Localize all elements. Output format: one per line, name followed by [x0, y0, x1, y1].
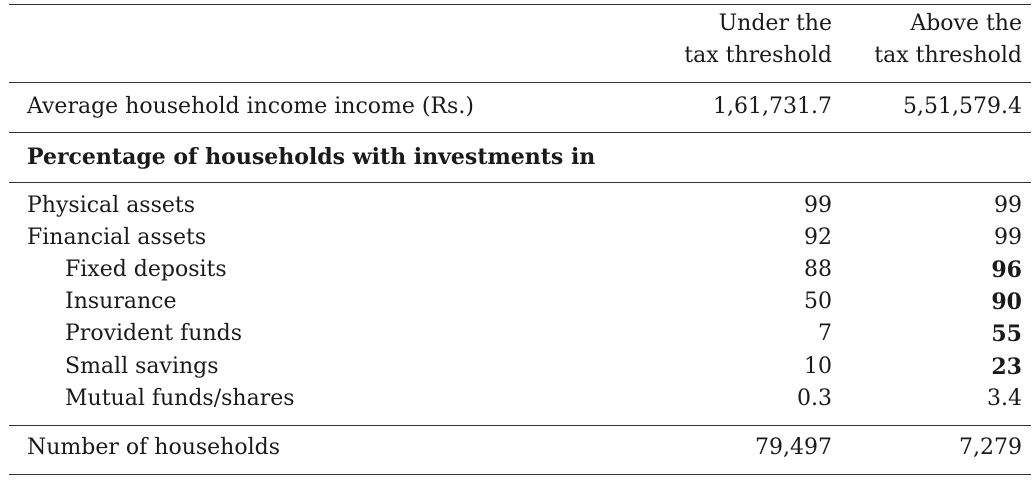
- income-above-value: 5,51,579.4: [903, 94, 1022, 119]
- row-insurance-above: 90: [991, 289, 1022, 315]
- row-insurance-under: 50: [804, 289, 832, 314]
- header-above-line1: Above the: [910, 11, 1022, 36]
- row-fixed-deposits-under: 88: [804, 257, 832, 282]
- income-rule: [9, 132, 1031, 133]
- households-under-value: 79,497: [755, 435, 832, 460]
- top-rule: [9, 4, 1031, 5]
- header-under-line2: tax threshold: [684, 43, 832, 68]
- income-under-value: 1,61,731.7: [713, 94, 832, 119]
- row-fixed-deposits-label: Fixed deposits: [65, 257, 227, 282]
- header-rule: [9, 82, 1031, 83]
- row-mutual-funds-label: Mutual funds/shares: [65, 386, 295, 411]
- bottom-rule: [9, 474, 1031, 475]
- row-small-savings-under: 10: [804, 354, 832, 379]
- income-row-label: Average household income income (Rs.): [27, 94, 474, 119]
- households-row-label: Number of households: [27, 435, 280, 460]
- households-above-value: 7,279: [959, 435, 1022, 460]
- row-financial-assets-under: 92: [804, 225, 832, 250]
- section-rule: [9, 182, 1031, 183]
- row-physical-assets-above: 99: [994, 193, 1022, 218]
- row-financial-assets-label: Financial assets: [27, 225, 207, 250]
- header-under-threshold: [684, 8, 832, 72]
- header-above-threshold: [874, 8, 1022, 72]
- header-above-line2: tax threshold: [874, 43, 1022, 68]
- row-small-savings-label: Small savings: [65, 354, 219, 379]
- section-title: Percentage of households with investments in: [27, 144, 596, 170]
- row-small-savings-above: 23: [991, 354, 1022, 380]
- row-physical-assets-under: 99: [804, 193, 832, 218]
- row-provident-funds-label: Provident funds: [65, 321, 242, 346]
- row-financial-assets-above: 99: [994, 225, 1022, 250]
- row-mutual-funds-under: 0.3: [797, 386, 832, 411]
- row-mutual-funds-above: 3.4: [987, 386, 1022, 411]
- households-rule: [9, 425, 1031, 426]
- row-provident-funds-under: 7: [818, 321, 832, 346]
- row-insurance-label: Insurance: [65, 289, 177, 314]
- row-provident-funds-above: 55: [991, 321, 1022, 347]
- row-physical-assets-label: Physical assets: [27, 193, 196, 218]
- row-fixed-deposits-above: 96: [991, 257, 1022, 283]
- header-under-line1: Under the: [718, 11, 832, 36]
